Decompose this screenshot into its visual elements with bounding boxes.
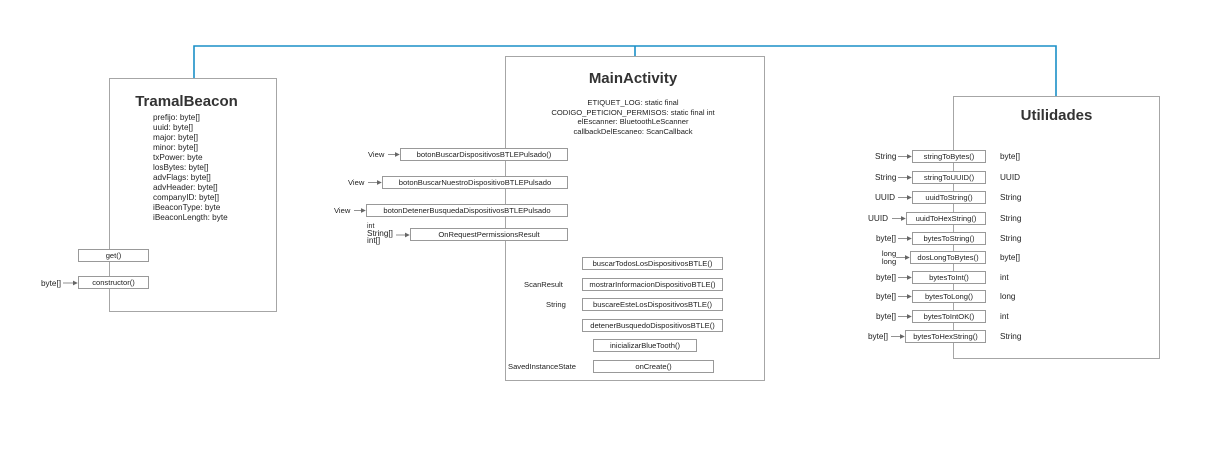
- utilidades-method[interactable]: stringToUUID(): [912, 171, 986, 184]
- attribute-item: txPower: byte: [153, 153, 203, 162]
- method-input-label: String: [875, 152, 897, 161]
- method-input-label: byte[]: [876, 312, 897, 321]
- attribute-item: prefijo: byte[]: [153, 113, 200, 122]
- method-input-label: byte[]: [876, 292, 897, 301]
- method-input-label: byte[]: [868, 332, 889, 341]
- method-input-label: UUID: [868, 214, 889, 223]
- attribute-item: iBeaconType: byte: [153, 203, 221, 212]
- method-output-label: byte[]: [1000, 253, 1021, 262]
- method-input-label: byte[]: [876, 234, 897, 243]
- attribute-item: ETIQUET_LOG: static final: [587, 98, 679, 107]
- tramal-beacon-title: TramalBeacon: [135, 93, 238, 110]
- tramal-beacon-attributes: [153, 113, 228, 223]
- main-activity-title: MainActivity: [588, 70, 678, 87]
- method-input-label: byte[]: [876, 273, 897, 282]
- method-output-label: int: [1000, 273, 1009, 282]
- method-output-label: String: [1000, 214, 1022, 223]
- attribute-item: callbackDelEscaneo: ScanCallback: [573, 126, 693, 136]
- permissions-result-method[interactable]: OnRequestPermissionsResult: [410, 228, 568, 241]
- attribute-item: losBytes: byte[]: [153, 163, 209, 172]
- method-input-label: ScanResult: [524, 280, 563, 289]
- main-inner-method[interactable]: mostrarInformacionDispositivoBTLE(): [582, 278, 723, 291]
- method-input-label: String: [875, 173, 897, 182]
- method-input-label: View: [368, 150, 385, 159]
- method-output-label: byte[]: [1000, 152, 1021, 161]
- method-input-label: View: [334, 206, 351, 215]
- method-input-label: String: [546, 300, 566, 309]
- permissions-input-label: int[]: [367, 236, 381, 245]
- tramal-get-method[interactable]: get(): [78, 249, 149, 262]
- utilidades-method[interactable]: dosLongToBytes(): [910, 251, 986, 264]
- main-left-method[interactable]: botonBuscarNuestroDispositivoBTLEPulsado: [382, 176, 568, 189]
- utilidades-method[interactable]: uuidToString(): [912, 191, 986, 204]
- method-input-label: SavedInstanceState: [508, 362, 576, 371]
- main-inner-method[interactable]: buscareEsteLosDispositivosBTLE(): [582, 298, 723, 311]
- attribute-item: advHeader: byte[]: [153, 183, 218, 192]
- main-inner-method[interactable]: onCreate(): [593, 360, 714, 373]
- main-inner-method[interactable]: buscarTodosLosDispositivosBTLE(): [582, 257, 723, 270]
- attribute-item: elEscanner: BluetoothLeScanner: [577, 117, 689, 126]
- tramal-constructor-method[interactable]: constructor(): [78, 276, 149, 289]
- method-output-label: long: [1000, 292, 1016, 301]
- utilidades-title: Utilidades: [1020, 107, 1093, 124]
- main-left-method[interactable]: botonDetenerBusquedaDispositivosBTLEPulsado: [366, 204, 568, 217]
- attribute-item: companyID: byte[]: [153, 193, 219, 202]
- method-output-label: UUID: [1000, 173, 1021, 182]
- attribute-item: minor: byte[]: [153, 143, 199, 152]
- method-input-label: UUID: [875, 193, 896, 202]
- method-input-label: View: [348, 178, 365, 187]
- main-inner-method[interactable]: detenerBusquedoDispositivosBTLE(): [582, 319, 723, 332]
- utilidades-method[interactable]: stringToBytes(): [912, 150, 986, 163]
- attribute-item: iBeaconLength: byte: [153, 213, 228, 222]
- permissions-input-label: String[]: [367, 229, 393, 238]
- permissions-input-label: int: [367, 223, 375, 230]
- method-output-label: int: [1000, 312, 1009, 321]
- method-input-label: long long: [881, 249, 897, 266]
- utilidades-method[interactable]: uuidToHexString(): [906, 212, 986, 225]
- utilidades-method[interactable]: bytesToHexString(): [905, 330, 986, 343]
- main-activity-attributes: [505, 98, 761, 136]
- utilidades-method[interactable]: bytesToIntOK(): [912, 310, 986, 323]
- method-output-label: String: [1000, 193, 1022, 202]
- attribute-item: major: byte[]: [153, 133, 199, 142]
- tramal-constructor-input: byte[]: [41, 279, 62, 288]
- utilidades-method[interactable]: bytesToString(): [912, 232, 986, 245]
- attribute-item: CODIGO_PETICION_PERMISOS: static final int: [551, 107, 715, 117]
- main-inner-method[interactable]: inicializarBlueTooth(): [593, 339, 697, 352]
- main-left-method[interactable]: botonBuscarDispositivosBTLEPulsado(): [400, 148, 568, 161]
- attribute-item: advFlags: byte[]: [153, 173, 211, 182]
- utilidades-method[interactable]: bytesToInt(): [912, 271, 986, 284]
- utilidades-method[interactable]: bytesToLong(): [912, 290, 986, 303]
- method-output-label: String: [1000, 332, 1022, 341]
- attribute-item: uuid: byte[]: [153, 123, 194, 132]
- method-output-label: String: [1000, 234, 1022, 243]
